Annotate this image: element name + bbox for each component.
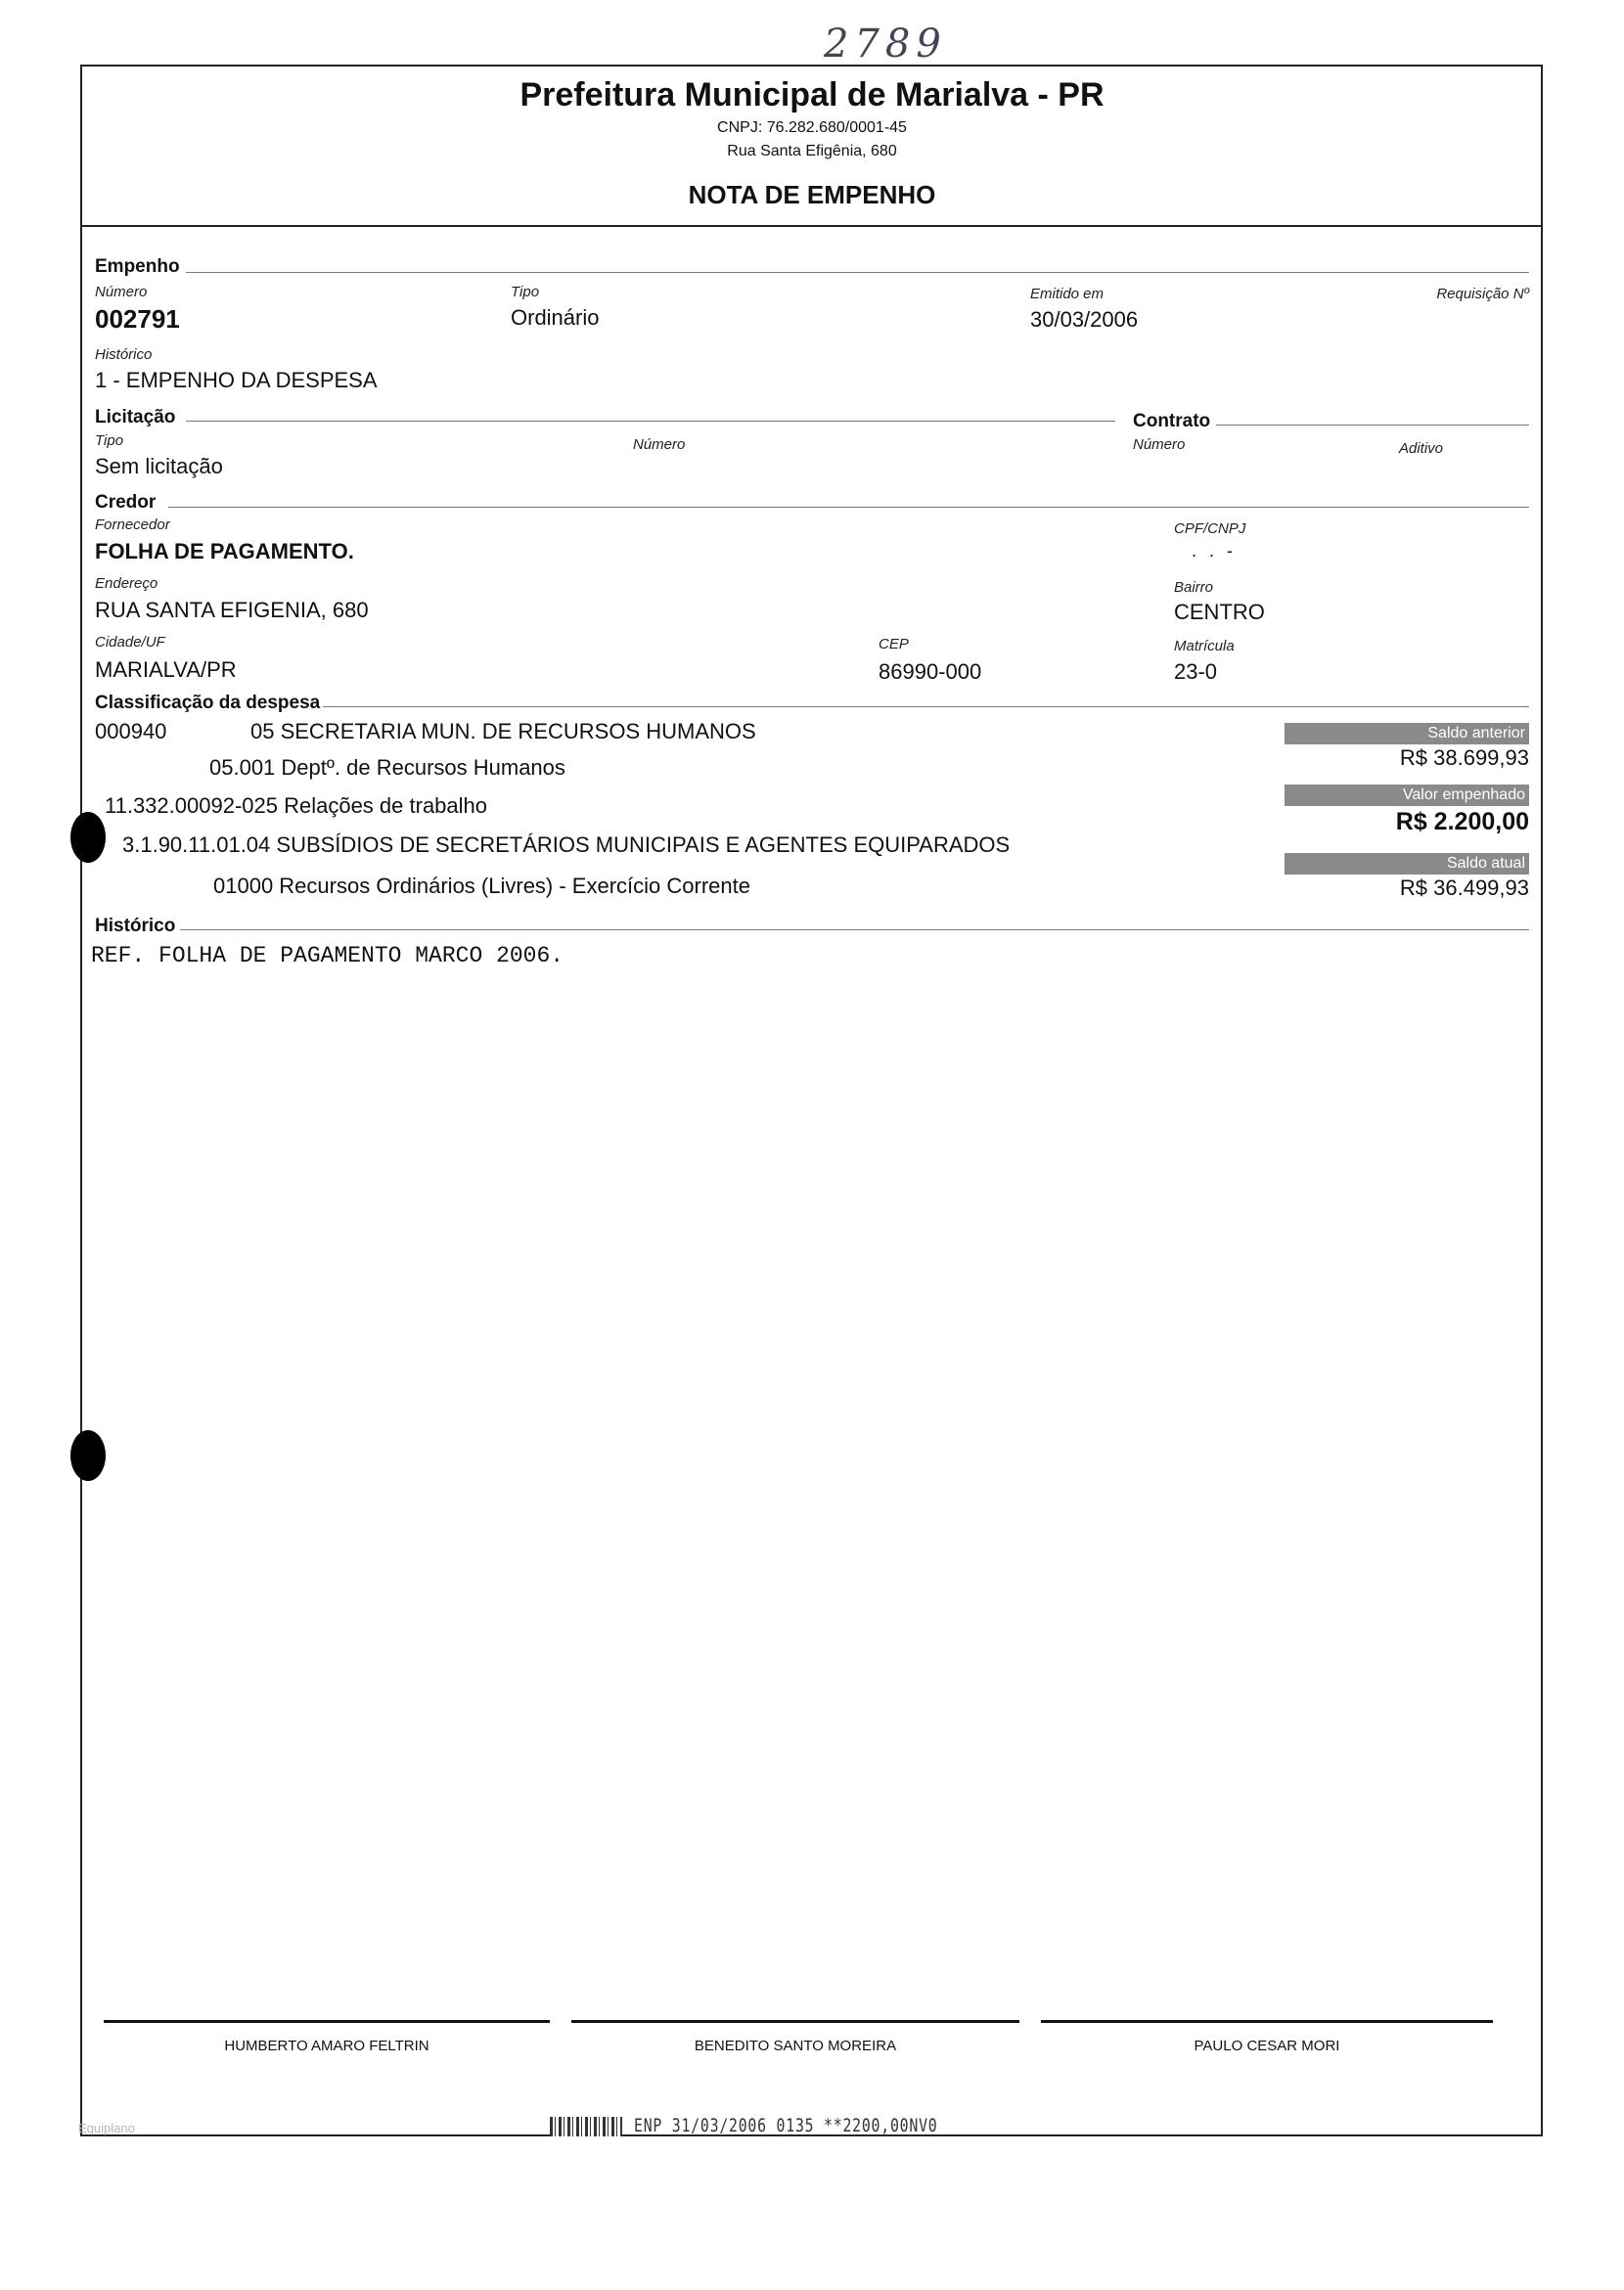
section-classificacao: Classificação da despesa (95, 693, 321, 713)
cidade-value: MARIALVA/PR (95, 657, 237, 682)
signature-name: PAULO CESAR MORI (1194, 2038, 1340, 2054)
cpf-value: . . - (1192, 541, 1237, 561)
emitido-label: Emitido em (1030, 286, 1105, 302)
saldo-anterior-value: R$ 38.699,93 (1399, 745, 1529, 770)
historico-value: 1 - EMPENHO DA DESPESA (95, 368, 378, 392)
endereco-label: Endereço (95, 575, 158, 592)
header-divider (80, 225, 1543, 227)
punch-hole-icon (70, 1430, 106, 1481)
historico-label: Histórico (95, 346, 153, 363)
section-licitacao: Licitação (95, 407, 176, 427)
classificacao-orgao: 05 SECRETARIA MUN. DE RECURSOS HUMANOS (250, 719, 756, 743)
matricula-value: 23-0 (1174, 659, 1218, 684)
numero-label: Número (95, 284, 148, 300)
saldo-atual-label: Saldo atual (1285, 853, 1529, 875)
bairro-label: Bairro (1174, 579, 1214, 596)
section-rule (186, 421, 1115, 422)
signature-line (104, 2020, 550, 2023)
classificacao-code: 000940 (95, 719, 167, 743)
cidade-label: Cidade/UF (95, 634, 165, 651)
fornecedor-value: FOLHA DE PAGAMENTO. (95, 539, 354, 563)
signature-name: HUMBERTO AMARO FELTRIN (224, 2038, 429, 2054)
cnpj-text: CNPJ: 76.282.680/0001-45 (717, 119, 907, 136)
cpf-label: CPF/CNPJ (1174, 520, 1246, 537)
address-text: Rua Santa Efigênia, 680 (727, 143, 897, 159)
signature-name: BENEDITO SANTO MOREIRA (694, 2038, 897, 2054)
cep-label: CEP (879, 636, 909, 652)
classificacao-funcional: 11.332.00092-025 Relações de trabalho (105, 793, 488, 818)
section-credor: Credor (95, 492, 157, 513)
requisicao-label: Requisição Nº (1436, 286, 1529, 302)
empenho-number: 002791 (95, 304, 180, 334)
bairro-value: CENTRO (1174, 600, 1265, 624)
contrato-aditivo-label: Aditivo (1399, 440, 1444, 457)
signature-line (1041, 2020, 1493, 2023)
emitido-value: 30/03/2006 (1030, 307, 1139, 332)
section-rule (323, 706, 1529, 707)
tipo-value: Ordinário (511, 305, 600, 330)
licitacao-tipo-label: Tipo (95, 432, 124, 449)
saldo-anterior-label: Saldo anterior (1285, 723, 1529, 744)
signature-line (571, 2020, 1019, 2023)
classificacao-fonte: 01000 Recursos Ordinários (Livres) - Exercício Corrente (213, 874, 750, 898)
valor-empenhado-label: Valor empenhado (1285, 785, 1529, 806)
licitacao-numero-label: Número (633, 436, 686, 453)
section-rule (186, 272, 1529, 273)
endereco-value: RUA SANTA EFIGENIA, 680 (95, 598, 369, 622)
contrato-numero-label: Número (1133, 436, 1186, 453)
section-rule (180, 929, 1529, 930)
cep-value: 86990-000 (879, 659, 982, 684)
saldo-atual-value: R$ 36.499,93 (1399, 876, 1529, 900)
software-credit: Equiplano (78, 2121, 135, 2135)
section-rule (1216, 425, 1529, 426)
classificacao-natureza: 3.1.90.11.01.04 SUBSÍDIOS DE SECRETÁRIOS MUNICIPAIS E AGENTES EQUIPARADOS (122, 832, 1011, 857)
tipo-label: Tipo (511, 284, 540, 300)
document-title: NOTA DE EMPENHO (688, 180, 936, 209)
handwritten-number: 2789 (824, 22, 947, 67)
section-contrato: Contrato (1133, 411, 1211, 431)
historico-text: REF. FOLHA DE PAGAMENTO MARCO 2006. (91, 943, 564, 968)
page-title: Prefeitura Municipal de Marialva - PR (519, 76, 1105, 113)
classificacao-unidade: 05.001 Deptº. de Recursos Humanos (209, 755, 565, 780)
licitacao-tipo-value: Sem licitação (95, 454, 223, 478)
mechanical-stamp: ENP 31/03/2006 0135 **2200,00NV0 (634, 2115, 938, 2136)
barcode-icon (550, 2117, 622, 2136)
punch-hole-icon (70, 812, 106, 863)
fornecedor-label: Fornecedor (95, 516, 170, 533)
section-rule (168, 507, 1529, 508)
section-empenho: Empenho (95, 256, 180, 277)
matricula-label: Matrícula (1174, 638, 1235, 654)
section-historico: Histórico (95, 916, 176, 936)
valor-empenhado-value: R$ 2.200,00 (1395, 808, 1529, 835)
